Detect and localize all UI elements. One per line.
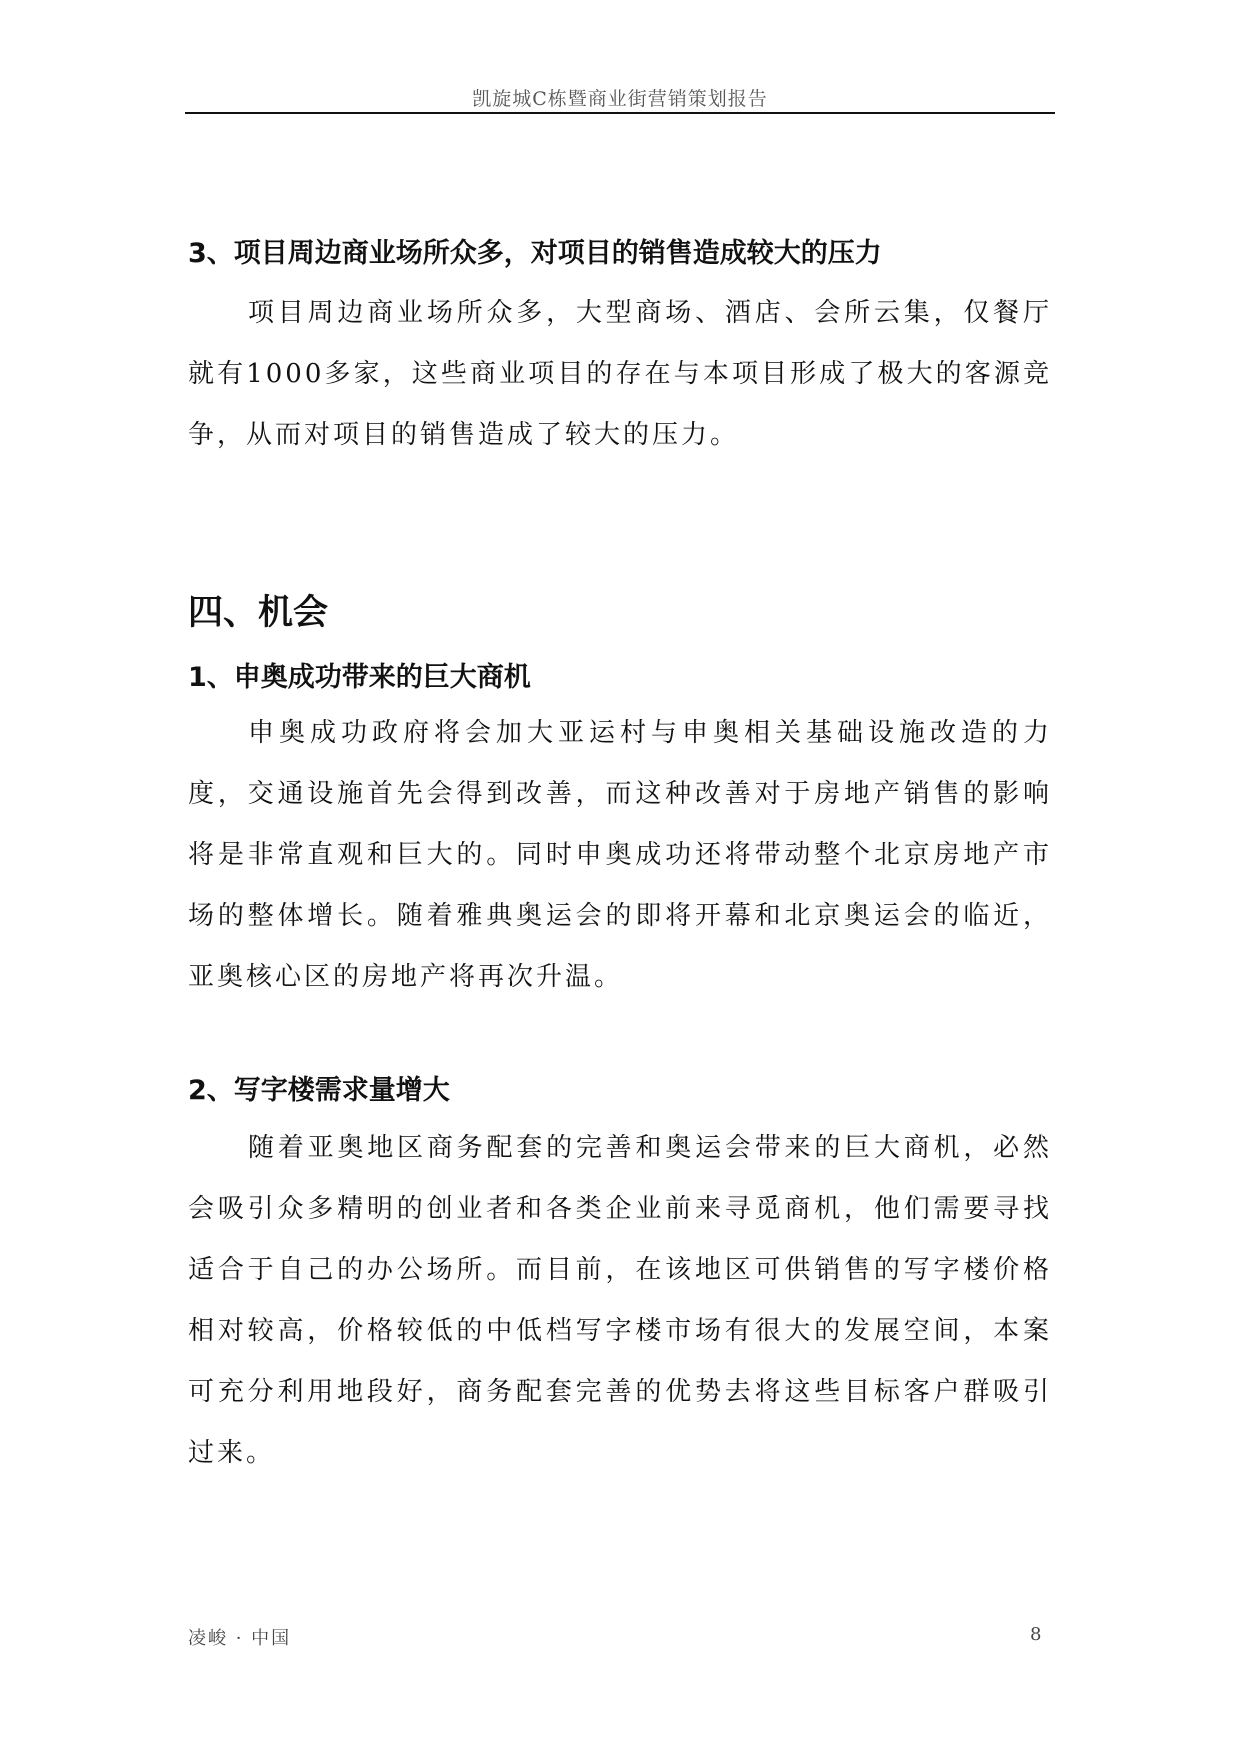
- item-paragraph-2: 随着亚奥地区商务配套的完善和奥运会带来的巨大商机，必然会吸引众多精明的创业者和各类企业前来寻觅商机，他们需要寻找适合于自己的办公场所。而目前，在该地区可供销售的写字楼价格相对较高，价格较低的中低档写字楼市场有很大的发展空间，本案可充分利用地段好，商务配套完善的优势去将这些目标客户群吸引过来。: [188, 1133, 1052, 1468]
- page-number: 8: [1030, 1624, 1042, 1645]
- item-heading-3: 3、项目周边商业场所众多，对项目的销售造成较大的压力: [188, 238, 882, 269]
- running-header-title: 凯旋城C栋暨商业街营销策划报告: [472, 88, 768, 110]
- item-heading-2: 2、写字楼需求量增大: [188, 1075, 450, 1106]
- header-divider: [185, 112, 1055, 114]
- footer-company: 凌峻 · 中国: [188, 1628, 292, 1649]
- item-paragraph-3: 项目周边商业场所众多，大型商场、酒店、会所云集，仅餐厅就有1000多家，这些商业项目的存在与本项目形成了极大的客源竞争，从而对项目的销售造成了较大的压力。: [188, 298, 1052, 450]
- section-heading-opportunities: 四、机会: [188, 593, 329, 633]
- item-heading-1: 1、申奥成功带来的巨大商机: [188, 662, 531, 693]
- item-paragraph-1: 申奥成功政府将会加大亚运村与申奥相关基础设施改造的力度，交通设施首先会得到改善，而这种改善对于房地产销售的影响将是非常直观和巨大的。同时申奥成功还将带动整个北京房地产市场的整体增长。随着雅典奥运会的即将开幕和北京奥运会的临近，亚奥核心区的房地产将再次升温。: [188, 718, 1052, 992]
